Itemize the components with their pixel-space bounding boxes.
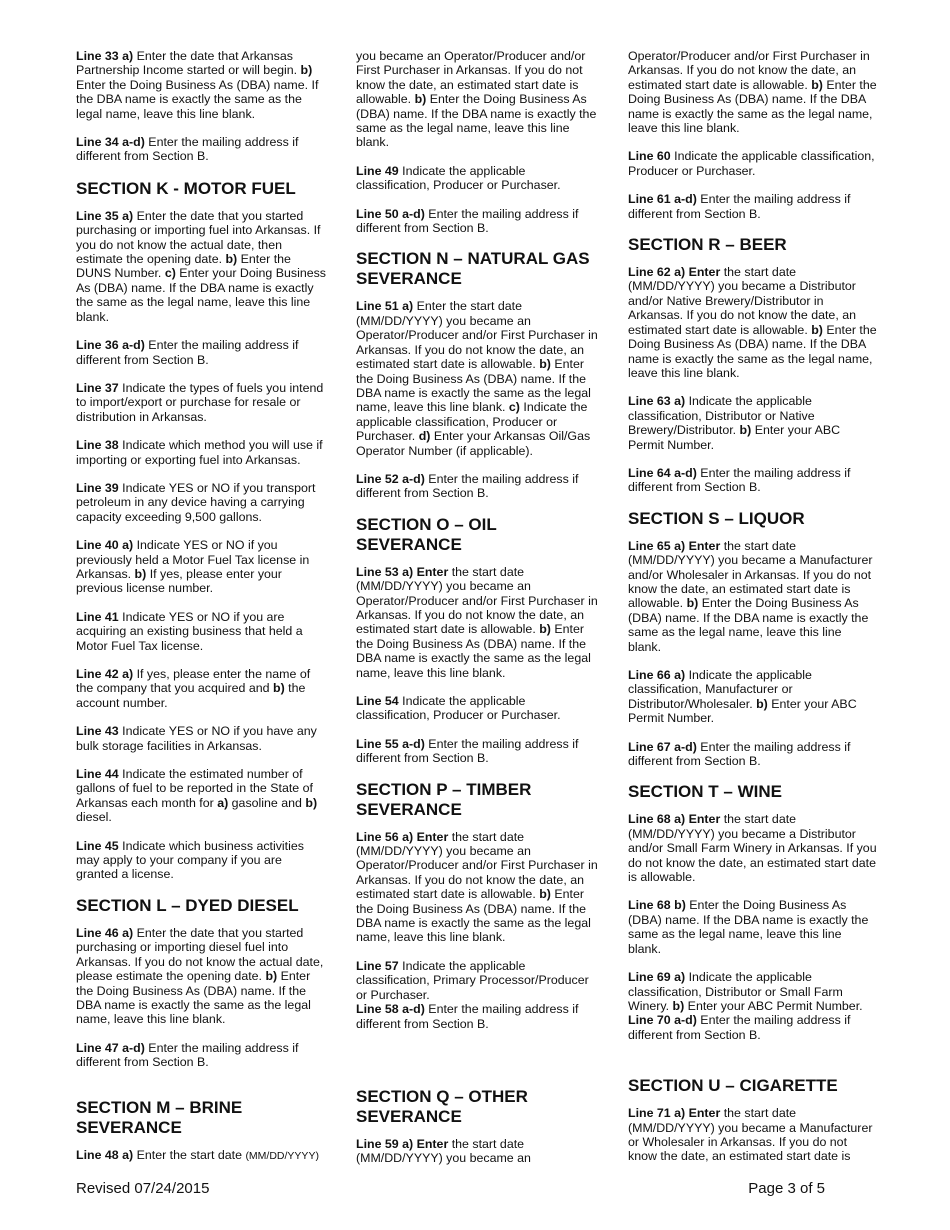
instruction-text: Enter your ABC Permit Number. [628,423,841,452]
instruction-text: Enter the mailing address if different from Section B. [76,338,299,367]
line-label: b) [539,357,551,372]
instruction-text: Enter the Doing Business As (DBA) name. If the DBA name is exactly the same as the legal name, leave this line blank. [628,77,877,136]
instruction-text: Indicate YES or NO if you previously held a Motor Fuel Tax license in Arkansas. [76,538,310,581]
instruction-paragraph [76,839,326,882]
instruction-text: Indicate the applicable classification, Distributor or Small Farm Winery. [628,970,843,1013]
line-label: b) [539,887,551,902]
line-label: Line 61 a-d) [628,192,697,207]
instruction-paragraph [76,438,326,467]
line-label: Line 44 [76,767,119,782]
line-label: a) [217,795,229,810]
instruction-text: Enter the Doing Business As (DBA) name. If the DBA name is exactly the same as the legal name, leave this line blank. [628,322,877,380]
instruction-paragraph [356,1137,602,1166]
instruction-text: the start date (MM/DD/YYYY) you became a Manufacturer or Wholesaler in Arkansas. If you do not know the date, an estimated start date is [628,1106,873,1164]
section-heading: SECTION L – DYED DIESEL [76,895,299,915]
instruction-text: Enter your ABC Permit Number. [684,998,863,1013]
section-heading: SECTION U – CIGARETTE [628,1076,838,1096]
line-label: Line 59 a) Enter [356,1136,449,1151]
instruction-text: the start date (MM/DD/YYYY) you became a Distributor and/or Small Farm Winery in Arkansas. If you do not know the date, an estimated start date is allowable. [628,812,877,885]
section-heading: SECTION O – OIL SEVERANCE [356,514,497,554]
instruction-text: Enter your Doing Business As (DBA) name. If the DBA name is exactly the same as the legal name, leave this line blank. [76,266,326,324]
instruction-text: Indicate YES or NO if you have any bulk storage facilities in Arkansas. [76,724,317,753]
line-label: Line 33 a) [76,49,134,63]
instruction-paragraph [76,381,326,424]
line-label: Line 39 [76,480,119,495]
instruction-paragraph [76,724,326,753]
line-label: Line 52 a-d) [356,471,425,486]
instruction-text: Enter the Doing Business As (DBA) name. If the DBA name is exactly the same as the legal name, leave this line blank. [76,969,311,1027]
instruction-paragraph [76,481,326,524]
instruction-paragraph [76,49,326,121]
instruction-paragraph [356,164,602,193]
line-label: Line 48 a) [76,1147,134,1162]
line-label: c) [508,400,520,415]
instruction-paragraph [356,299,602,457]
instruction-text: Enter the start date (MM/DD/YYYY) you became an Operator/Producer and/or First Purchaser in Arkansas. If you do not know the date, an estimated start date is allowable. [356,299,598,372]
instruction-text: Enter the date that you started purchasing or importing fuel into Arkansas. If you do not know the actual date, then estimate the opening date. [76,208,321,267]
section-heading: SECTION K - MOTOR FUEL [76,178,296,198]
instruction-text: Enter the Doing Business As (DBA) name. If the DBA name is exactly the same as the legal name, leave this line blank. [356,92,597,150]
line-label: Line 54 [356,694,399,708]
line-label: d) [418,429,431,444]
instruction-text: Enter the mailing address if different from Section B. [76,135,299,164]
instruction-paragraph [628,970,878,1013]
column-2 [356,49,602,1166]
instruction-paragraph [76,135,326,164]
instruction-text: the start date (MM/DD/YYYY) you became a Distributor and/or Native Brewery/Distributor in Arkansas. If you do not know the date, an estimated start date is allowable. [628,265,856,337]
line-label: Line 58 a-d) [356,1002,425,1017]
line-label: Line 66 a) [628,668,686,682]
line-label: Line 45 [76,838,119,853]
line-label: b) [739,423,752,438]
instruction-text: Enter the mailing address if different from Section B. [628,192,851,221]
instruction-text: Indicate YES or NO if you are acquiring an existing business that held a Motor Fuel Tax license. [76,609,303,653]
instruction-text: the start date (MM/DD/YYYY) you became an Operator/Producer and/or First Purchaser in Arkansas. If you do not know the date, an estimated start date is allowable. [356,564,598,637]
column-1 [76,49,326,1163]
instruction-paragraph [76,338,326,367]
column-3 [628,49,878,1164]
instruction-paragraph [356,1002,602,1031]
instruction-paragraph [356,49,602,150]
instruction-paragraph [628,192,878,221]
section-heading: SECTION Q – OTHER SEVERANCE [356,1086,528,1126]
line-label: Line 42 a) [76,667,134,681]
instruction-paragraph [628,898,878,956]
instruction-text: the start date (MM/DD/YYYY) you became an Operator/Producer and/or First Purchaser in Arkansas. If you do not know the date, an estimated start date is allowable. [356,829,598,902]
instruction-text: Operator/Producer and/or First Purchaser in Arkansas. If you do not know the date, an estimated start date is allowable. [628,49,870,92]
instruction-text: Enter the mailing address if different from Section B. [628,465,851,495]
line-label: b) [273,681,285,696]
instruction-text: Indicate the applicable classification, Primary Processor/Producer or Purchaser. [356,958,589,1002]
instruction-text: Enter the mailing address if different from Section B. [356,206,579,236]
instruction-text: Enter the mailing address if different from Section B. [76,1040,299,1070]
instruction-paragraph [628,394,878,452]
revised-date: Revised 07/24/2015 [76,1180,210,1197]
instruction-paragraph [76,610,326,653]
section-heading: SECTION R – BEER [628,235,787,255]
instruction-paragraph [628,149,878,178]
section-heading: SECTION S – LIQUOR [628,508,805,528]
section-heading: SECTION M – BRINE SEVERANCE [76,1097,243,1137]
line-label: Line 63 a) [628,394,686,409]
instruction-paragraph [628,1106,878,1164]
instruction-text: Enter the mailing address if different from Section B. [356,471,579,501]
instruction-text: Indicate the applicable classification, Manufacturer or Distributor/Wholesaler. [628,668,812,711]
instruction-text: Enter the date that Arkansas Partnership Income started or will begin. [76,49,301,78]
line-label: b) [811,322,823,337]
line-label: Line 69 a) [628,970,686,985]
instruction-paragraph [76,1041,326,1070]
line-label: b) [756,696,768,711]
instruction-paragraph [356,959,602,1002]
instruction-text: Indicate the types of fuels you intend to import/export or purchase for resale or distribution in Arkansas. [76,380,324,424]
section-heading: SECTION N – NATURAL GAS SEVERANCE [356,249,590,289]
instruction-text: Indicate the applicable classification, Producer or Purchaser. [356,694,561,723]
line-label: b) [305,795,318,810]
line-label: Line 55 a-d) [356,736,425,751]
line-label: Line 47 a-d) [76,1040,145,1055]
instruction-text: Indicate the applicable classification, Producer or Purchaser. [628,149,875,178]
instruction-text: Enter the date that you started purchasing or importing diesel fuel into Arkansas. If you do not know the actual date, please estimate the opening date. [76,925,324,984]
instruction-text: the start date (MM/DD/YYYY) you became an [356,1136,531,1166]
instruction-text: Indicate which method you will use if importing or exporting fuel into Arkansas. [76,438,323,467]
instruction-text: Enter the mailing address if different from Section B. [356,736,579,766]
line-label: Line 62 a) Enter [628,265,721,280]
line-label: Line 51 a) [356,299,414,314]
line-label: Line 38 [76,438,119,453]
line-label: Line 46 a) [76,925,134,940]
line-label: b) [265,969,278,984]
line-label: Line 65 a) Enter [628,538,721,553]
line-label: b) [414,92,427,107]
instruction-paragraph [76,667,326,710]
instruction-text: you became an Operator/Producer and/or First Purchaser in Arkansas. If you do not know the date, an estimated start date is allowable. [356,49,586,107]
instruction-text: Enter the start date [133,1147,246,1162]
line-label: Line 71 a) Enter [628,1106,721,1121]
line-label: Line 70 a-d) [628,1013,697,1028]
instruction-paragraph [356,472,602,501]
instruction-paragraph [628,740,878,769]
instruction-paragraph [356,565,602,680]
instruction-text: Enter the mailing address if different from Section B. [628,739,851,769]
section-heading: SECTION T – WINE [628,782,782,802]
line-label: b) [225,252,238,267]
instruction-text: Indicate the applicable classification, Producer or Purchaser. [356,400,588,444]
instruction-paragraph [628,265,878,380]
instruction-text: Enter the DUNS Number. [76,252,291,281]
line-label: Line 50 a-d) [356,206,425,221]
line-label: Line 41 [76,609,119,624]
line-label: Line 60 [628,149,671,164]
instruction-text: Indicate the estimated number of gallons of fuel to be reported in the State of Arkansas each month for [76,767,313,810]
line-label: Line 40 a) [76,538,134,553]
instruction-paragraph [628,812,878,884]
instruction-text: Enter the mailing address if different from Section B. [356,1002,579,1031]
line-label: Line 35 a) [76,208,134,223]
instruction-paragraph [356,207,602,236]
instruction-text: Enter the Doing Business As (DBA) name. If the DBA name is exactly the same as the legal name, leave this line blank. [628,596,869,654]
page-number: Page 3 of 5 [748,1180,825,1197]
instruction-text: Enter your ABC Permit Number. [628,696,857,726]
instruction-text: the account number. [76,681,306,710]
line-label: Line 36 a-d) [76,338,145,353]
line-label: b) [300,63,313,78]
instruction-text: diesel. [76,810,112,825]
instruction-paragraph [628,668,878,726]
instruction-paragraph [76,926,326,1027]
instruction-paragraph [76,1148,326,1163]
line-label: Line 68 a) Enter [628,812,721,827]
line-label: c) [164,266,176,281]
line-label: Line 56 a) Enter [356,829,449,844]
instruction-paragraph [76,767,326,825]
line-label: b) [134,566,147,581]
instruction-text: (MM/DD/YYYY) [245,1149,319,1162]
instruction-paragraph [356,737,602,766]
instruction-paragraph [356,694,602,723]
line-label: Line 57 [356,958,399,973]
instruction-text: gasoline and [228,795,306,810]
instruction-text: Indicate the applicable classification, Producer or Purchaser. [356,163,561,193]
instruction-text: Enter the Doing Business As (DBA) name. If the DBA name is exactly the same as the legal name, leave this line blank. [356,357,591,415]
instruction-text: If yes, please enter your previous license number. [76,566,282,596]
line-label: Line 34 a-d) [76,135,145,150]
instruction-text: Enter the Doing Business As (DBA) name. If the DBA name is exactly the same as the legal name, leave this line blank. [356,887,591,945]
section-heading: SECTION P – TIMBER SEVERANCE [356,779,532,819]
instruction-paragraph [628,539,878,654]
instruction-text: If yes, please enter the name of the company that you acquired and [76,667,311,696]
instruction-paragraph [76,538,326,596]
instruction-paragraph [356,830,602,945]
instruction-text: Enter the Doing Business As (DBA) name. If the DBA name is exactly the same as the legal name, leave this line blank. [356,622,591,680]
line-label: Line 49 [356,163,399,178]
instruction-text: the start date (MM/DD/YYYY) you became a Manufacturer and/or Wholesaler in Arkansas. If you do not know the date, an estimated start date is allowable. [628,538,873,611]
line-label: b) [672,998,685,1013]
instruction-text: Enter your Arkansas Oil/Gas Operator Number (if applicable). [356,429,591,458]
line-label: Line 68 b) [628,898,686,913]
line-label: b) [686,596,699,611]
line-label: Line 53 a) Enter [356,564,449,579]
instruction-paragraph [628,466,878,495]
line-label: b) [539,622,551,637]
instruction-paragraph [628,49,878,135]
line-label: Line 67 a-d) [628,739,697,754]
instruction-text: Indicate which business activities may apply to your company if you are granted a license. [76,838,304,882]
line-label: Line 43 [76,724,119,739]
line-label: Line 37 [76,380,119,395]
line-label: b) [811,77,823,92]
instruction-paragraph [628,1013,878,1042]
line-label: Line 64 a-d) [628,465,697,480]
instruction-text: Enter the mailing address if different from Section B. [628,1013,851,1042]
instruction-text: Indicate YES or NO if you transport petroleum in any device having a carrying capacity exceeding 9,500 gallons. [76,480,316,524]
instruction-text: Indicate the applicable classification, Distributor or Native Brewery/Distributor. [628,394,815,438]
instruction-paragraph [76,209,326,324]
instruction-text: Enter the Doing Business As (DBA) name. If the DBA name is exactly the same as the legal name, leave this line blank. [628,898,869,956]
instruction-text: Enter the Doing Business As (DBA) name. If the DBA name is exactly the same as the legal name, leave this line blank. [76,77,319,121]
